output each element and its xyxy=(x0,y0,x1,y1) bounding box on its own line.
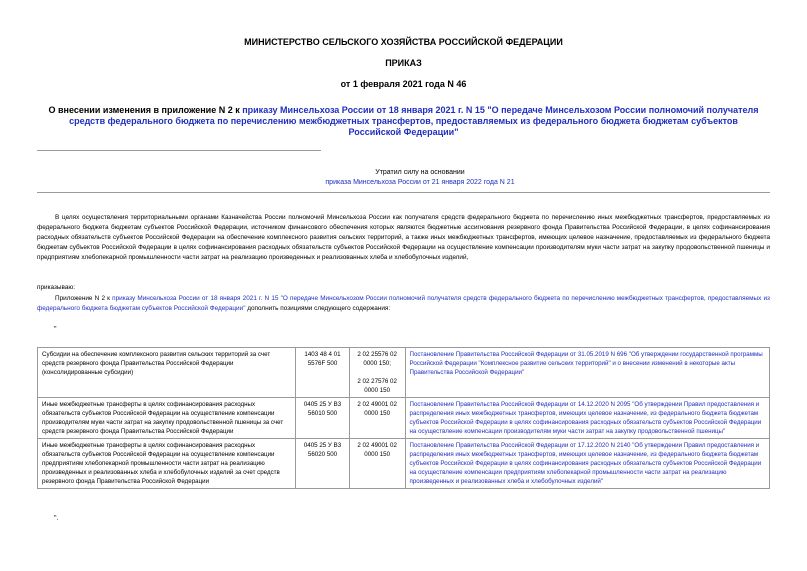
income-code-cell: 2 02 49001 02 0000 150 xyxy=(349,439,405,489)
quote-open: " xyxy=(54,326,57,333)
purpose-cell: Иные межбюджетные трансферты в целях софинансирования расходных обязательств субъектов Российской Федерации на осуществление компенсации предприятиям хлебопекарной промышленности части затрат на реализацию произведенных и реализованных хлеба и хлебобулочных изделий за счет средств резервного фонда Правительства Российской Федерации xyxy=(38,439,296,489)
lost-force-link[interactable]: приказа Минсельхоза России от 21 января 2022 года N 21 xyxy=(325,179,515,186)
title-prefix: О внесении изменения в приложение N 2 к xyxy=(48,105,243,115)
document-title xyxy=(47,105,760,138)
transfers-table xyxy=(37,347,770,489)
table-row xyxy=(38,398,770,439)
budget-code-cell: 0405 25 У В3 56020 500 xyxy=(296,439,350,489)
ministry-name: МИНИСТЕРСТВО СЕЛЬСКОГО ХОЗЯЙСТВА РОССИЙСКОЙ ФЕДЕРАЦИИ xyxy=(244,37,563,47)
amendment-order-link[interactable]: приказу Минсельхоза России от 18 января 2021 г. N 15 "О передаче Минсельхозом России полномочий получателя средств федерального бюджета по перечислению межбюджетных трансфертов, предоставляемых из федерального бюджета бюджетам субъектов Российской Федерации" xyxy=(37,295,770,312)
document-date-number: от 1 февраля 2021 года N 46 xyxy=(340,79,467,89)
amendment-prefix: Приложение N 2 к xyxy=(55,295,113,302)
quote-close: ". xyxy=(54,515,59,522)
basis-link-cell[interactable]: Постановление Правительства Российской Федерации от 31.05.2019 N 696 "Об утверждении государственной программы Российской Федерации "Комплексное развитие сельских территорий" и о внесении изменений в некоторые акты Правительства Российской Федерации" xyxy=(405,348,770,398)
budget-code-cell: 0405 25 У В3 56010 500 xyxy=(296,398,350,439)
document-type: ПРИКАЗ xyxy=(385,58,422,68)
divider-short xyxy=(37,150,321,151)
income-code-gap xyxy=(354,368,401,377)
basis-link-cell[interactable]: Постановление Правительства Российской Федерации от 17.12.2020 N 2140 "Об утверждении Правил предоставления и распределения иных межбюджетных трансфертов, имеющих целевое назначение, из федерального бюджета бюджетам субъектов Российской Федерации в целях софинансирования расходных обязательств субъектов Российской Федерации на осуществление компенсации предприятиям хлебопекарной промышленности части затрат на реализацию произведенных и реализованных хлеба и хлебобулочных изделий" xyxy=(405,439,770,489)
title-order-link[interactable]: приказу Минсельхоза России от 18 января 2021 г. N 15 "О передаче Минсельхозом России полномочий получателя средств федерального бюджета по перечислению межбюджетных трансфертов, предоставляемых из федерального бюджета бюджетам субъектов Российской Федерации" xyxy=(69,105,759,137)
order-verb: приказываю: xyxy=(37,284,75,291)
income-code-a: 2 02 25576 02 0000 150; xyxy=(357,351,397,367)
income-code-cell: 2 02 49001 02 0000 150 xyxy=(349,398,405,439)
table-row xyxy=(38,348,770,398)
amendment-suffix: дополнить позициями следующего содержания: xyxy=(245,305,391,312)
divider-long xyxy=(37,192,770,193)
income-code-cell xyxy=(349,348,405,398)
purpose-cell: Иные межбюджетные трансферты в целях софинансирования расходных обязательств субъектов Российской Федерации на осуществление компенсации производителям муки части затрат на закупку продовольственной пшеницы за счет средств резервного фонда Правительства Российской Федерации xyxy=(38,398,296,439)
preamble-paragraph: В целях осуществления территориальными органами Казначейства России полномочий Минсельхоза России как получателя средств федерального бюджета по перечислению иных межбюджетных трансфертов, предоставляемых из федерального бюджета бюджетам субъектов Российской Федерации, источником финансового обеспечения которых являются бюджетные ассигнования резервного фонда Правительства Российской Федерации, в целях софинансирования расходных обязательств субъектов Российской Федерации на обеспечение комплексного развития сельских территорий, а также иных межбюджетных трансфертов, имеющих целевое назначение, предоставляемых из федерального бюджета бюджетам субъектов Российской Федерации в целях софинансирования расходных обязательств субъектов Российской Федерации на осуществление компенсации производителям муки части затрат на закупку продовольственной пшеницы и предприятиям хлебопекарной промышленности части затрат на реализацию произведенных и реализованных хлеба и хлебобулочных изделий, xyxy=(37,214,770,261)
income-code-b: 2 02 27576 02 0000 150 xyxy=(357,378,397,394)
lost-force-note: Утратил силу на основании xyxy=(375,169,465,176)
budget-code-cell: 1403 48 4 01 5576F 500 xyxy=(296,348,350,398)
amendment-paragraph xyxy=(37,294,770,314)
basis-link-cell[interactable]: Постановление Правительства Российской Федерации от 14.12.2020 N 2095 "Об утверждении Правил предоставления и распределения иных межбюджетных трансфертов, имеющих целевое назначение, из федерального бюджета бюджетам субъектов Российской Федерации в целях софинансирования расходных обязательств субъектов Российской Федерации на осуществление компенсации производителям муки части затрат на закупку продовольственной пшеницы" xyxy=(405,398,770,439)
purpose-cell: Субсидии на обеспечение комплексного развития сельских территорий за счет средств резервного фонда Правительства Российской Федерации (консолидированные субсидии) xyxy=(38,348,296,398)
table-row xyxy=(38,439,770,489)
